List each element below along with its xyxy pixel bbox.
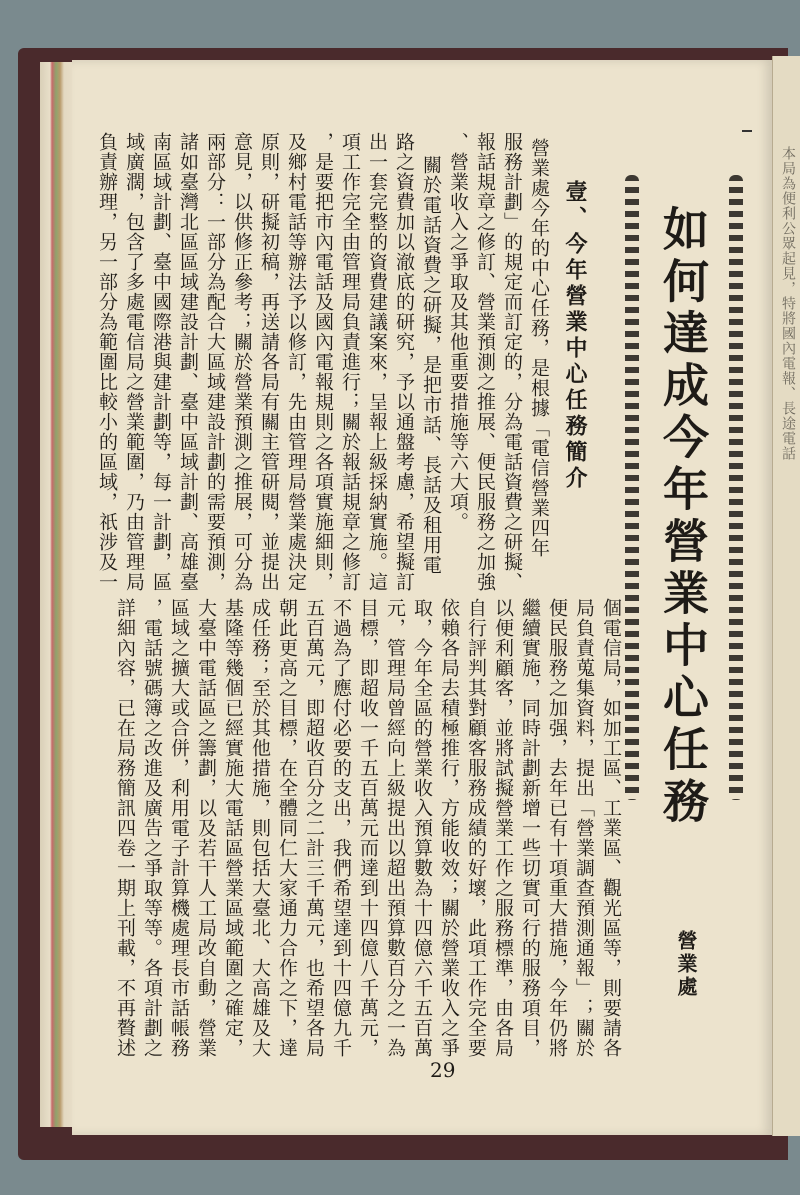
body-column: 報話規章之修訂、營業預測之推展、便民服務之加強 <box>474 132 496 592</box>
vine-ornament-icon <box>729 175 743 800</box>
body-column: 營業處今年的中心任務，是根據「電信營業四年 <box>528 138 550 558</box>
body-column: 繼續實施，同時計劃新增一些切實可行的服務項目， <box>519 598 541 1058</box>
body-column: 諸如臺灣北區區域建設計劃、臺中區域計劃、高雄臺 <box>177 132 199 592</box>
body-column: ，電話號碼簿之改進及廣告之爭取等等。各項計劃之 <box>141 598 163 1058</box>
body-column: 取，今年全區的營業收入預算數為十四億六千五百萬 <box>411 598 433 1058</box>
body-column: 成任務；至於其他措施，則包括大臺北、大高雄及大 <box>249 598 271 1058</box>
body-column: 基隆等幾個已經實施大電話區營業區域範圍之確定， <box>222 598 244 1058</box>
body-column: 五百萬元，即超收百分之二計三千萬元，也希望各局 <box>303 598 325 1058</box>
body-column: 區域之擴大或合併，利用電子計算機處理長市話帳務 <box>168 598 190 1058</box>
body-column: 自行評判其對顧客服務成績的好壞，此項工作完全要 <box>465 598 487 1058</box>
body-column: 意見，以供修正參考；關於營業預測之推展，可分為 <box>231 132 253 592</box>
body-column: 及鄉村電話等辦法予以修訂，先由管理局營業處決定 <box>285 132 307 592</box>
body-column: 路之資費加以澈底的研究，予以通盤考慮，希望擬訂 <box>393 132 415 592</box>
body-column: 依賴各局去積極推行，方能收效；關於營業收入之爭 <box>438 598 460 1058</box>
adjacent-page-text: 本局為便利公眾起見，特將國內電報、長途電話 <box>780 146 796 461</box>
body-column: 元，管理局曾經向上級提出以超出預算數百分之一為 <box>384 598 406 1058</box>
body-column: 朝此更高之目標，在全體同仁大家通力合作之下，達 <box>276 598 298 1058</box>
body-column: 詳細內容，已在局務簡訊四卷一期上刊載，不再贅述 <box>114 598 136 1058</box>
body-column: 服務計劃」的規定而訂定的，分為電話資費之研擬、 <box>501 132 523 592</box>
article-title: 如何達成今年營業中心任務 <box>656 205 710 829</box>
body-column: ，是要把市內電話及國內電報規則之各項實施細則， <box>312 132 334 592</box>
body-column: 項工作完全由管理局負責進行；關於報話規章之修訂 <box>339 132 361 592</box>
section-heading: 壹、今年營業中心任務簡介 <box>562 180 588 492</box>
body-column: 南區域計劃、臺中國際港與建計劃等，每一計劃，區 <box>150 132 172 592</box>
body-column: 個電信局，如加工區、工業區、觀光區等，則要請各 <box>600 598 622 1058</box>
body-column: 便民服務之加强，去年已有十項重大措施，今年仍將 <box>546 598 568 1058</box>
body-column: 、營業收入之爭取及其他重要措施等六大項。 <box>447 132 469 532</box>
body-column: 域廣濶，包含了多處電信局之營業範圍，乃由管理局 <box>123 132 145 592</box>
page-number: 29 <box>430 1058 456 1082</box>
body-column: 不過為了應付必要的支出，我們希望達到十四億九千 <box>330 598 352 1058</box>
body-column: 以便利顧客，並將試擬營業工作之服務標準，由各局 <box>492 598 514 1058</box>
adjacent-page <box>772 56 800 1136</box>
body-column: 原則，研擬初稿，再送請各局有關主管研閱，並提出 <box>258 132 280 592</box>
body-column: 目標，即超收一千五百萬元而達到十四億八千萬元， <box>357 598 379 1058</box>
body-column: 局負責蒐集資料，提出「營業調查預測通報」；關於 <box>573 598 595 1058</box>
body-column: 關於電話資費之研擬，是把市話、長話及租用電 <box>420 155 442 575</box>
margin-mark <box>742 130 752 132</box>
body-column: 出一套完整的資費建議案來，呈報上級採納實施。這 <box>366 132 388 592</box>
body-column: 負責辦理，另一部分為範圍比較小的區域，祇涉及一 <box>96 132 118 592</box>
vine-ornament-icon <box>625 175 639 800</box>
department-signature: 營業處 <box>674 930 698 999</box>
body-column: 大臺中電話區之籌劃，以及若干人工局改自動，營業 <box>195 598 217 1058</box>
body-column: 兩部分：一部分為配合大區域建設計劃的需要預測， <box>204 132 226 592</box>
